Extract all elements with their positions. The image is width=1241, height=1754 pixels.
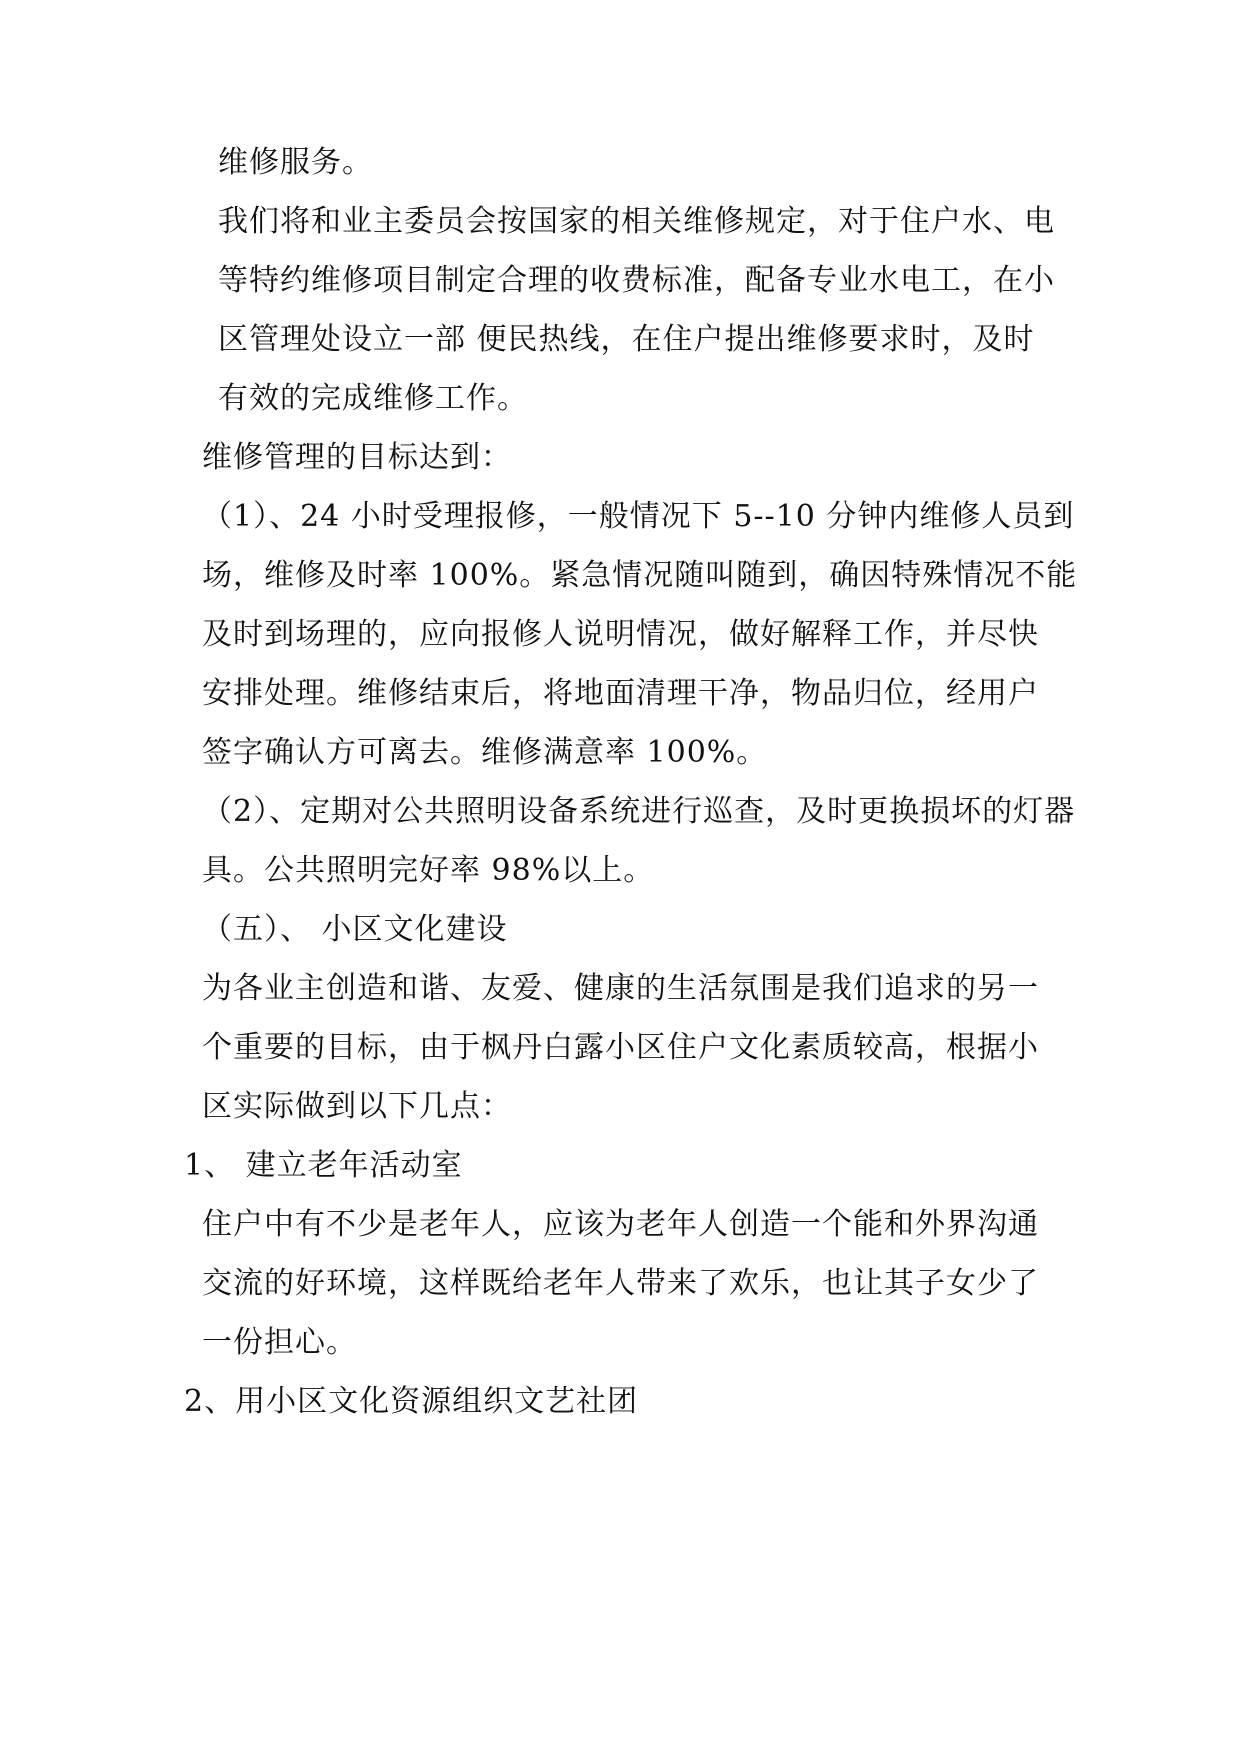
- text-line: 维修服务。: [218, 145, 373, 180]
- list-heading: 1、 建立老年活动室: [184, 1148, 463, 1183]
- text-line: 有效的完成维修工作。: [218, 381, 528, 416]
- text-line: （2）、定期对公共照明设备系统进行巡查，及时更换损坏的灯器: [202, 794, 1076, 829]
- text-line: 安排处理。维修结束后，将地面清理干净，物品归位，经用户: [202, 676, 1039, 711]
- section-heading: （五）、 小区文化建设: [202, 912, 508, 947]
- text-line: 一份担心。: [202, 1325, 357, 1360]
- text-line: 我们将和业主委员会按国家的相关维修规定，对于住户水、电: [218, 204, 1055, 239]
- text-line: 区实际做到以下几点：: [202, 1089, 512, 1124]
- text-line: 等特约维修项目制定合理的收费标准，配备专业水电工，在小: [218, 263, 1055, 298]
- text-line: 签字确认方可离去。维修满意率 100%。: [202, 735, 768, 770]
- text-line: 区管理处设立一部 便民热线，在住户提出维修要求时，及时: [218, 322, 1035, 357]
- text-line: 场，维修及时率 100%。紧急情况随叫随到，确因特殊情况不能: [202, 558, 1078, 593]
- text-line: 个重要的目标，由于枫丹白露小区住户文化素质较高，根据小: [202, 1030, 1039, 1065]
- list-heading: 2、用小区文化资源组织文艺社团: [184, 1384, 639, 1419]
- text-line: 为各业主创造和谐、友爱、健康的生活氛围是我们追求的另一: [202, 971, 1039, 1006]
- text-line: 及时到场理的，应向报修人说明情况，做好解释工作，并尽快: [202, 617, 1039, 652]
- text-line: 交流的好环境，这样既给老年人带来了欢乐，也让其子女少了: [202, 1266, 1039, 1301]
- text-line: 住户中有不少是老年人，应该为老年人创造一个能和外界沟通: [202, 1207, 1039, 1242]
- text-line: （1）、24 小时受理报修，一般情况下 5--10 分钟内维修人员到: [202, 499, 1075, 534]
- section-heading: 维修管理的目标达到：: [202, 440, 512, 475]
- text-line: 具。公共照明完好率 98%以上。: [202, 853, 655, 888]
